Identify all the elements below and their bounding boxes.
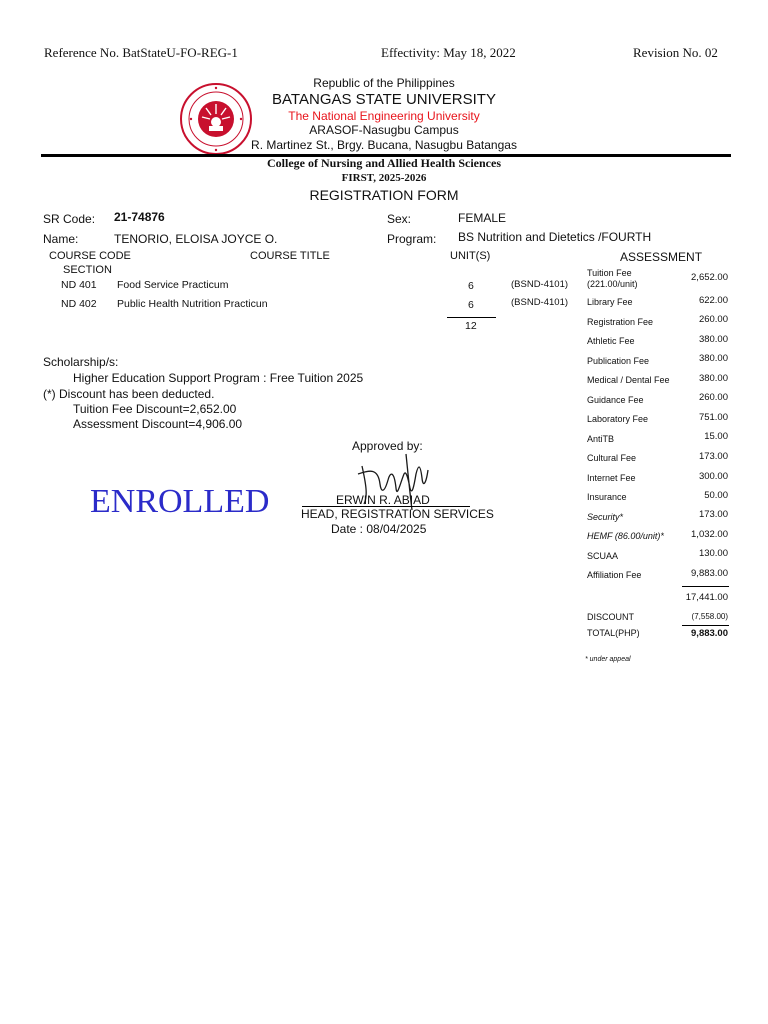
approved-by-label: Approved by: (352, 439, 423, 453)
reference-number: Reference No. BatStateU-FO-REG-1 (44, 45, 238, 60)
university-name: BATANGAS STATE UNIVERSITY (272, 91, 496, 108)
subtotal-divider (682, 586, 729, 587)
campus-name: ARASOF-Nasugbu Campus (309, 123, 459, 137)
sex-value: FEMALE (458, 211, 507, 225)
fee-value: 380.00 (698, 334, 728, 345)
fee-label: Medical / Dental Fee (587, 375, 670, 385)
course-code: ND 402 (61, 298, 97, 310)
fee-label: Laboratory Fee (587, 414, 649, 424)
effectivity-date: Effectivity: May 18, 2022 (381, 45, 516, 60)
fee-label: Tuition Fee (587, 268, 632, 278)
col-course-title: COURSE TITLE (250, 250, 330, 262)
fee-subtotal: 17,441.00 (685, 592, 728, 603)
discount-note: (*) Discount has been deducted. (43, 387, 215, 401)
name-label: Name: (43, 232, 79, 246)
fee-value: 1,032.00 (691, 529, 728, 540)
student-name: TENORIO, ELOISA JOYCE O. (114, 232, 278, 246)
fee-label: AntiTB (587, 434, 615, 444)
republic-line: Republic of the Philippines (313, 76, 455, 90)
fee-label: HEMF (86.00/unit)* (587, 531, 664, 541)
course-section: (BSND-4101) (511, 279, 569, 290)
fee-label: Publication Fee (587, 356, 650, 366)
sex-label: Sex: (387, 212, 412, 226)
fee-value: 380.00 (698, 353, 728, 364)
fee-value: 260.00 (698, 314, 728, 325)
assessment-discount: Assessment Discount=4,906.00 (73, 417, 243, 431)
fee-value: 15.00 (704, 431, 728, 442)
sr-code-label: SR Code: (43, 212, 96, 226)
fee-label: Guidance Fee (587, 395, 644, 405)
fee-label: Athletic Fee (587, 336, 635, 346)
approver-position: HEAD, REGISTRATION SERVICES (301, 507, 494, 521)
course-code: ND 401 (61, 279, 97, 291)
fee-label: Internet Fee (587, 473, 636, 483)
fee-value: 9,883.00 (691, 568, 728, 579)
campus-address: R. Martinez St., Brgy. Bucana, Nasugbu Batangas (251, 138, 517, 152)
fee-label: Affiliation Fee (587, 570, 642, 580)
fee-label: Cultural Fee (587, 453, 637, 463)
fee-value: 751.00 (698, 412, 728, 423)
fee-value: 173.00 (698, 509, 728, 520)
fee-value: 622.00 (698, 295, 728, 306)
revision-number: Revision No. 02 (633, 45, 718, 60)
discount-value: (7,558.00) (691, 612, 728, 621)
fee-value: 260.00 (698, 392, 728, 403)
assessment-title: ASSESSMENT (620, 250, 703, 264)
fee-label: Registration Fee (587, 317, 654, 327)
enrolled-stamp: ENROLLED (90, 483, 270, 520)
units-total-divider (447, 317, 496, 318)
fee-value: 50.00 (704, 490, 728, 501)
fee-label: Insurance (587, 492, 627, 502)
fee-label: SCUAA (587, 551, 619, 561)
fee-label: Library Fee (587, 297, 633, 307)
total-value: 9,883.00 (691, 628, 728, 639)
discount-label: DISCOUNT (587, 612, 634, 622)
university-tagline: The National Engineering University (288, 109, 480, 123)
tuition-discount: Tuition Fee Discount=2,652.00 (73, 402, 237, 416)
form-title: REGISTRATION FORM (309, 187, 459, 203)
approver-name: ERWIN R. ABIAD (336, 493, 430, 507)
approval-date: Date : 08/04/2025 (331, 522, 427, 536)
total-units: 12 (465, 320, 477, 332)
total-label: TOTAL(PHP) (587, 628, 640, 638)
program-label: Program: (387, 232, 437, 246)
course-title: Food Service Practicum (117, 279, 229, 291)
academic-term: FIRST, 2025-2026 (341, 172, 427, 184)
college-name: College of Nursing and Allied Health Sciences (267, 156, 501, 170)
col-section: SECTION (63, 264, 112, 276)
course-title: Public Health Nutrition Practicun (117, 298, 268, 310)
fee-value: 130.00 (698, 548, 728, 559)
fee-value: 380.00 (698, 373, 728, 384)
fee-label: Security* (587, 512, 624, 522)
course-section: (BSND-4101) (511, 297, 569, 308)
sr-code-value: 21-74876 (114, 210, 165, 224)
scholarship-program: Higher Education Support Program : Free Tuition 2025 (73, 371, 364, 385)
col-units: UNIT(S) (450, 250, 491, 262)
appeal-note: * under appeal (585, 656, 631, 663)
fee-sublabel: (221.00/unit) (587, 279, 638, 289)
total-divider (682, 625, 729, 626)
fee-value: 173.00 (698, 451, 728, 462)
fee-value: 2,652.00 (691, 272, 728, 283)
course-units: 6 (468, 280, 474, 292)
fee-value: 300.00 (698, 471, 728, 482)
course-units: 6 (468, 299, 474, 311)
col-course-code: COURSE CODE (49, 250, 131, 262)
program-value: BS Nutrition and Dietetics /FOURTH (458, 230, 652, 244)
scholarship-label: Scholarship/s: (43, 355, 119, 369)
